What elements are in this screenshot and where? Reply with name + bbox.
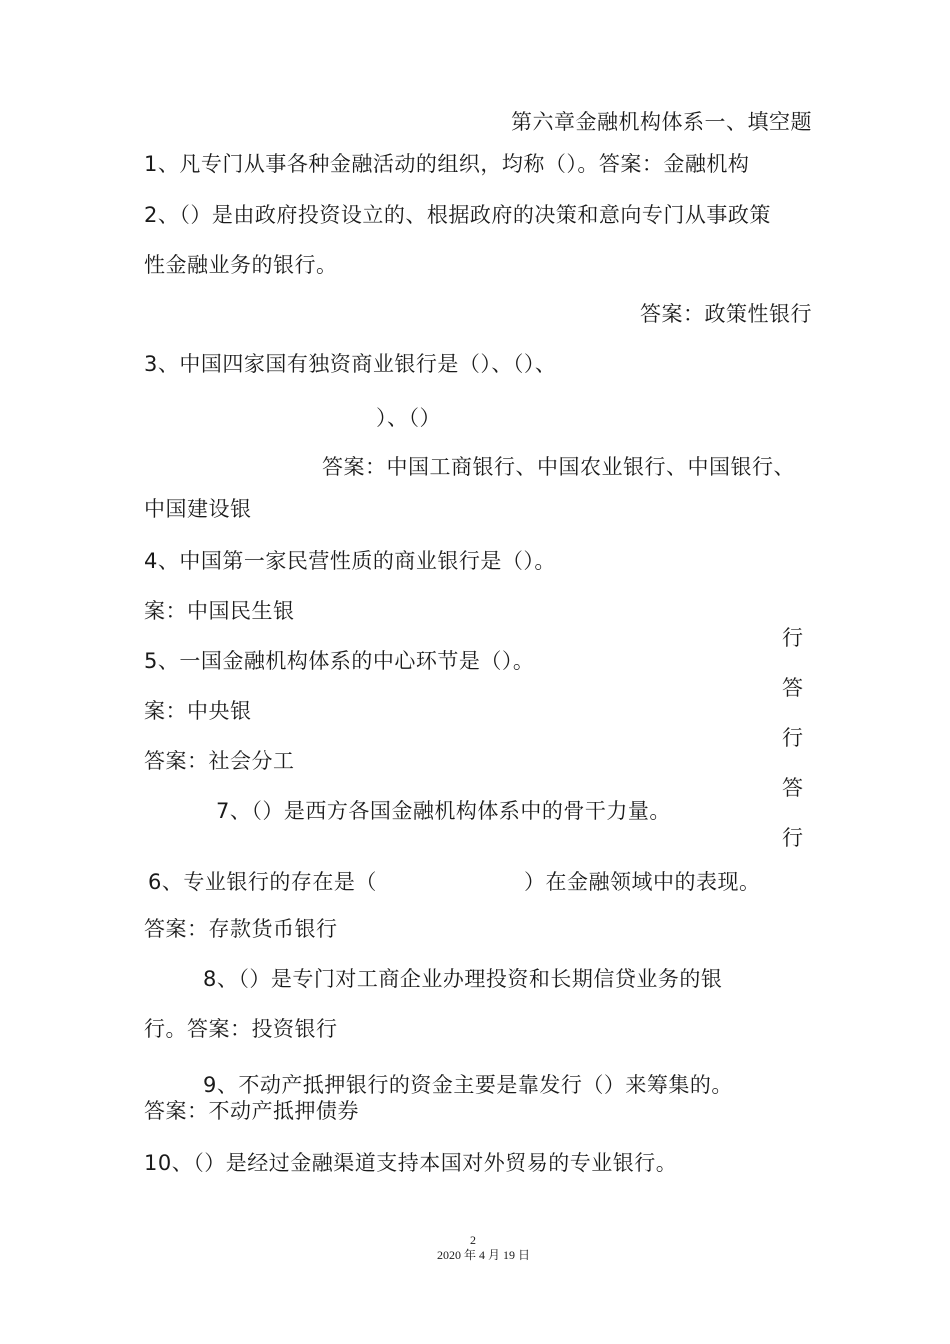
question-9: 9、不动产抵押银行的资金主要是靠发行（）来筹集的。 (203, 1073, 733, 1097)
question-2-line-1: 2、（）是由政府投资设立的、根据政府的决策和意向专门从事政策 (144, 203, 771, 227)
question-7-answer: 答案：存款货币银行 (144, 917, 338, 941)
question-3-answer-cont: 中国建设银 (144, 497, 252, 521)
chapter-title: 第六章金融机构体系一、填空题 (511, 110, 812, 134)
question-5: 5、一国金融机构体系的中心环节是（）。 (144, 649, 535, 673)
side-char-1: 行 (782, 626, 804, 650)
question-3-line-2: ）、（） (376, 406, 441, 430)
question-7: 7、（）是西方各国金融机构体系中的骨干力量。 (216, 799, 671, 823)
question-6-answer: 答案：社会分工 (144, 749, 295, 773)
question-4-answer: 案：中国民生银 (144, 599, 295, 623)
question-6-part-1: 6、专业银行的存在是（ (148, 870, 377, 894)
side-char-4: 答 (782, 776, 804, 800)
footer-date: 2020 年 4 月 19 日 (437, 1248, 531, 1262)
page-number: 2 (470, 1233, 476, 1247)
side-char-3: 行 (782, 726, 804, 750)
question-8-line-2: 行。答案：投资银行 (144, 1017, 338, 1041)
question-2-line-2: 性金融业务的银行。 (144, 253, 338, 277)
question-2-answer: 答案：政策性银行 (640, 302, 812, 326)
question-10: 10、（）是经过金融渠道支持本国对外贸易的专业银行。 (144, 1151, 678, 1175)
side-char-2: 答 (782, 676, 804, 700)
question-9-answer: 答案：不动产抵押债券 (144, 1099, 359, 1123)
question-3-answer: 答案：中国工商银行、中国农业银行、中国银行、 (322, 455, 795, 479)
question-8-line-1: 8、（）是专门对工商企业办理投资和长期信贷业务的银 (203, 967, 723, 991)
side-char-5: 行 (782, 826, 804, 850)
question-6-part-2: ）在金融领域中的表现。 (524, 870, 761, 894)
question-3-line-1: 3、中国四家国有独资商业银行是（）、（）、 (144, 352, 557, 376)
question-5-answer: 案：中央银 (144, 699, 252, 723)
question-1: 1、凡专门从事各种金融活动的组织，均称（）。答案：金融机构 (144, 152, 750, 176)
question-4: 4、中国第一家民营性质的商业银行是（）。 (144, 549, 556, 573)
